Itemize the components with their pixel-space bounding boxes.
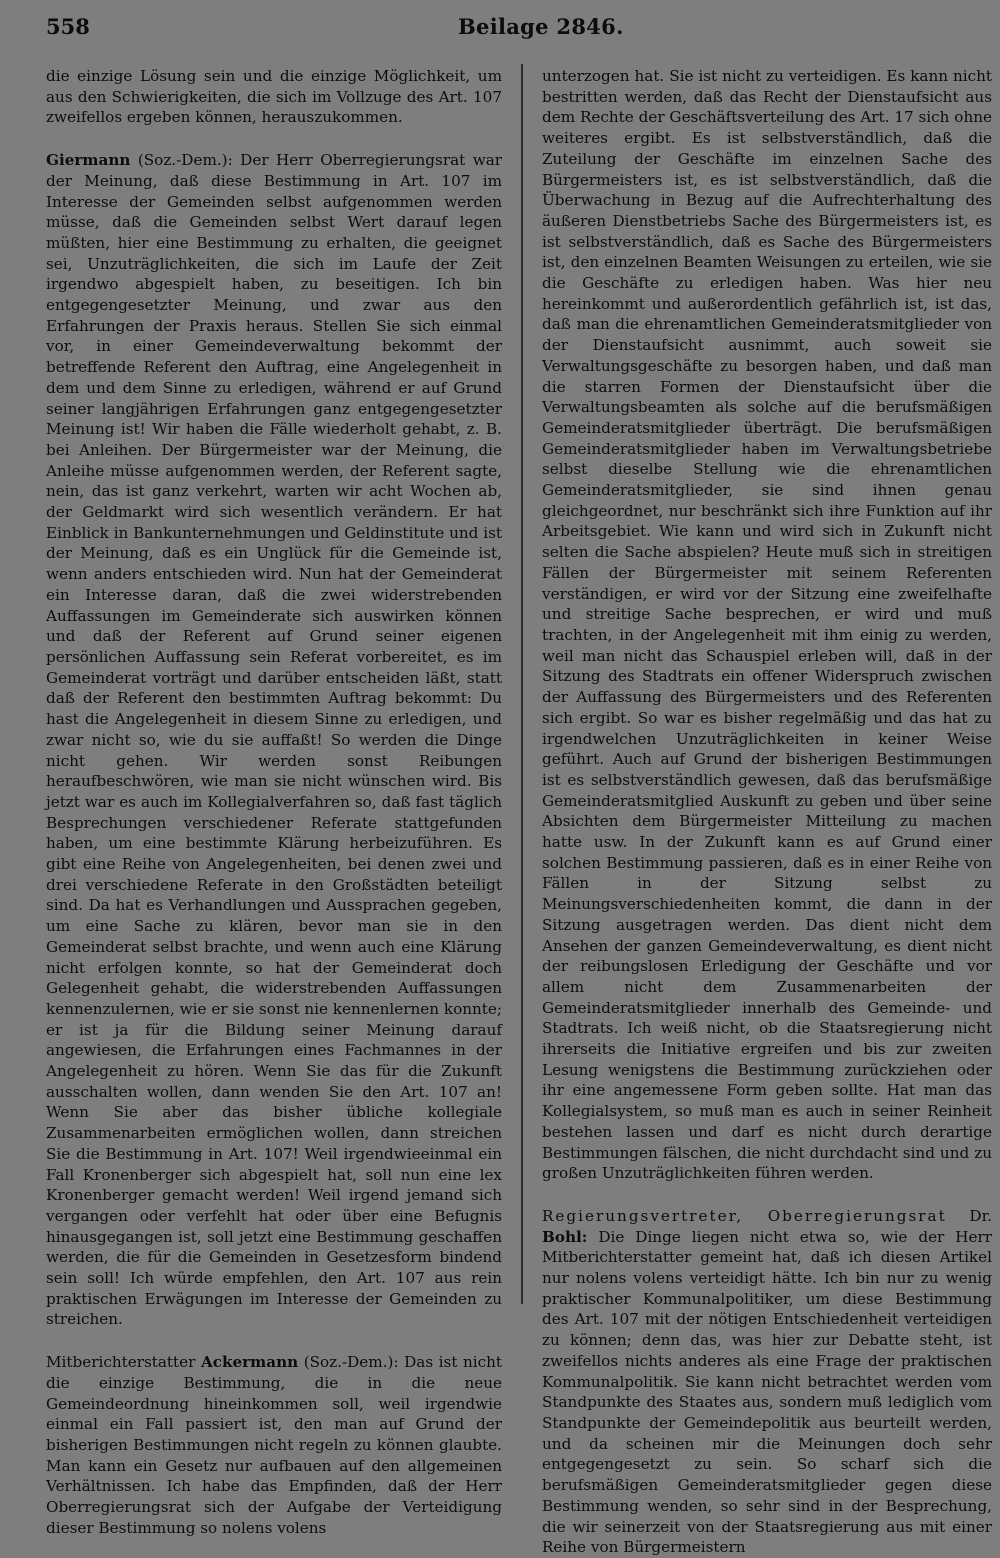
speaker-role: Mitberichterstatter — [46, 1353, 201, 1372]
right-column — [542, 66, 992, 1558]
speaker-party: (Soz.-Dem.): — [130, 151, 233, 170]
speaker-name: Bohl: — [542, 1227, 588, 1246]
supplement-title: Beilage 2846. — [458, 14, 624, 39]
paragraph-ackermann-continued: unterzogen hat. Sie ist nicht zu verteidigen. Es kann nicht bestritten werden, daß das Recht der Dienstaufsicht aus dem Rechte der Geschäftsverteilung des Art. 17 sich ohne weiteres ergibt. Es ist selbstverständlich, daß die Zuteilung der Geschäfte im einzelnen Sache des Bürgermeisters ist, es ist selbstverständlich, daß die Überwachung in Bezug auf die Aufrechterhaltung des äußeren Dienstbetriebs Sache des Bürgermeisters ist, es ist selbstverständlich, daß es Sache des Bürgermeisters ist, den einzelnen Beamten Weisungen zu erteilen, wie sie die Geschäfte zu erledigen haben. Was hier neu hereinkommt und außerordentlich gefährlich ist, ist das, daß man die ehrenamtlichen Gemeinderatsmitglieder von der Dienstaufsicht ausnimmt, auch soweit sie Verwaltungsgeschäfte zu besorgen haben, und daß man die starren Formen der Dienstaufsicht über die Verwaltungsbeamten als solche auf die berufsmäßigen Gemeinderatsmitglieder überträgt. Die berufsmäßigen Gemeinderatsmitglieder haben im Verwaltungsbetriebe selbst dieselbe Stellung wie die ehrenamtlichen Gemeinderatsmitglieder, sie sind ihnen genau gleichgeordnet, nur beschränkt sich ihre Funktion auf ihr Arbeitsgebiet. Wie kann und wird sich in Zukunft nicht selten die Sache abspielen? Heute muß sich in streitigen Fällen der Bürgermeister mit seinem Referenten verständigen, er wird vor der Sitzung eine zweifelhafte und streitige Sache besprechen, er wird und muß trachten, in der Angelegenheit mit ihm einig zu werden, weil man nicht das Schauspiel erleben will, daß in der Sitzung des Stadtrats ein offener Widerspruch zwischen der Auffassung des Bürgermeisters und des Referenten sich ergibt. So war es bisher regelmäßig und das hat zu irgendwelchen Unzuträglichkeiten in keiner Weise geführt. Auch auf Grund der bisherigen Bestimmungen ist es selbstverständlich gewesen, daß das berufsmäßige Gemeinderatsmitglied Auskunft zu geben und über seine Absichten dem Bürgermeister Mitteilung zu machen hatte usw. In der Zukunft kann es auf Grund einer solchen Bestimmung passieren, daß es in einer Reihe von Fällen in der Sitzung selbst zu Meinungsverschiedenheiten kommt, die dann in der Sitzung ausgetragen werden. Das dient nicht dem Ansehen der ganzen Gemeindeverwaltung, es dient nicht der reibungslosen Erledigung der Geschäfte und vor allem nicht dem Zusammenarbeiten der Gemeinderatsmitglieder innerhalb des Gemeinde- und Stadtrats. Ich weiß nicht, ob die Staatsregierung nicht ihrerseits die Initiative ergreifen und bis zur zweiten Lesung wenigstens die Bestimmung zurückziehen oder ihr eine angemessene Form geben sollte. Hat man das Kollegialsystem, so muß man es auch in seiner Reinheit bestehen lassen und darf es nicht durch derartige Bestimmungen fälschen, die nicht durchdacht sind und zu großen Unzuträglichkeiten führen werden. — [542, 67, 992, 1183]
speaker-role: Regierungsvertreter, Oberregierungsrat — [542, 1206, 947, 1225]
paragraph-continuation: die einzige Lösung sein und die einzige Möglichkeit, um aus den Schwierigkeiten, die sich im Vollzuge des Art. 107 zweifellos ergeben können, herauszukommen. — [46, 67, 502, 127]
left-column — [46, 66, 502, 1539]
speaker-name: Ackermann — [200, 1353, 299, 1372]
speaker-name: Giermann — [46, 151, 131, 170]
speaker-title: Dr. — [969, 1206, 992, 1225]
column-divider — [521, 64, 523, 1304]
paragraph-giermann — [46, 150, 502, 1330]
paragraph-bohl — [542, 1206, 992, 1558]
speech-text: Die Dinge liegen nicht etwa so, wie der Herr Mitberichterstatter gemeint hat, daß ich diesen Artikel nur nolens volens verteidigt hätte. Ich bin nur zu wenig praktischer Kommunalpolitiker, um diese Bestimmung des Art. 107 mit der nötigen Entschiedenheit verteidigen zu können; denn das, was hier zur Debatte steht, ist zweifellos nichts anderes als eine Frage der praktischen Kommunalpolitik. Sie kann nicht betrachtet werden vom Standpunkte des Staates aus, sondern muß lediglich vom Standpunkte der Gemeindepolitik aus beurteilt werden, und da scheinen mir die Meinungen doch sehr entgegengesetzt zu sein. So scharf sich die berufsmäßigen Gemeinderatsmitglieder gegen diese Bestimmung wenden, so sehr sind in der Besprechung, die wir seinerzeit von der Staatsregierung aus mit einer Reihe von Bürgermeistern — [542, 1227, 992, 1557]
page-header — [46, 12, 982, 44]
speaker-party: (Soz.-Dem.): — [298, 1353, 399, 1372]
paragraph-ackermann — [46, 1352, 502, 1538]
page-number: 558 — [46, 14, 90, 39]
speech-text: Das ist nicht die einzige Bestimmung, die in die neue Gemeindeordnung hineinkommen soll, weil irgendwie einmal ein Fall passiert ist, den man auf Grund der bisherigen Bestimmungen nicht regeln zu können glaubte. Man kann ein Gesetz nur aufbauen auf den allgemeinen Verhältnissen. Ich habe das Empfinden, daß der Herr Oberregierungsrat sich der Aufgabe der Verteidigung dieser Bestimmung so nolens volens — [46, 1353, 503, 1537]
speech-text: Der Herr Oberregierungsrat war der Meinung, daß diese Bestimmung in Art. 107 im Interesse der Gemeinden selbst aufgenommen werden müsse, daß die Gemeinden selbst Wert darauf legen müßten, hier eine Bestimmung zu erhalten, die geeignet sei, Unzuträglichkeiten, die sich im Laufe der Zeit irgendwo abgespielt haben, zu beseitigen. Ich bin entgegengesetzter Meinung, und zwar aus den Erfahrungen der Praxis heraus. Stellen Sie sich einmal vor, in einer Gemeindeverwaltung bekommt der betreffende Referent den Auftrag, eine Angelegenheit in dem und dem Sinne zu erledigen, während er auf Grund seiner langjährigen Erfahrungen ganz entgegengesetzter Meinung ist! Wir haben die Fälle wiederholt gehabt, z. B. bei Anleihen. Der Bürgermeister war der Meinung, die Anleihe müsse aufgenommen werden, der Referent sagte, nein, das ist ganz verkehrt, warten wir acht Wochen ab, der Geldmarkt wird sich wesentlich verändern. Er hat Einblick in Bankunternehmungen und Geldinstitute und ist der Meinung, daß es ein Unglück für die Gemeinde ist, wenn anders entschieden wird. Nun hat der Gemeinderat ein Interesse daran, daß die zwei widerstrebenden Auffassungen im Gemeinderate sich auswirken können und daß der Referent auf Grund seiner eigenen persönlichen Auffassung sein Referat vorbereitet, es im Gemeinderat vorträgt und darüber entscheiden läßt, statt daß der Referent den bestimmten Auftrag bekommt: Du hast die Angelegenheit in diesem Sinne zu erledigen, und zwar nicht so, wie du sie auffaßt! So werden die Dinge nicht gehen. Wir werden sonst Reibungen heraufbeschwören, wie man sie nicht wünschen wird. Bis jetzt war es auch im Kollegialverfahren so, daß fast täglich Besprechungen verschiedener Referate stattgefunden haben, um eine bestimmte Klärung herbeizuführen. Es gibt eine Reihe von Angelegenheiten, bei denen zwei und drei verschiedene Referate in den Großstädten beteiligt sind. Da hat es Verhandlungen und Aussprachen gegeben, um eine Sache zu klären, bevor man sie in den Gemeinderat selbst brachte, und wenn auch eine Klärung nicht erfolgen konnte, so hat der Gemeinderat doch Gelegenheit gehabt, die widerstrebenden Auffassungen kennenzulernen, wie er sie sonst nie kennenlernen konnte; er ist ja für die Bildung seiner Meinung darauf angewiesen, die Erfahrungen eines Fachmannes in der Angelegenheit zu hören. Wenn Sie das für die Zukunft ausschalten wollen, dann wenden Sie den Art. 107 an! Wenn Sie aber das bisher übliche kollegiale Zusammenarbeiten ermöglichen wollen, dann streichen Sie die Bestimmung in Art. 107! Weil irgendwieeinmal ein Fall Kronenberger sich abgespielt hat, soll nun eine lex Kronenberger gemacht werden! Weil irgend jemand sich vergangen oder verfehlt hat oder über eine Befugnis hinausgegangen ist, soll jetzt eine Bestimmung geschaffen werden, die für die Gemeinden in Gesetzesform bindend sein soll! Ich würde empfehlen, den Art. 107 aus rein praktischen Erwägungen im Interesse der Gemeinden zu streichen. — [46, 151, 503, 1329]
